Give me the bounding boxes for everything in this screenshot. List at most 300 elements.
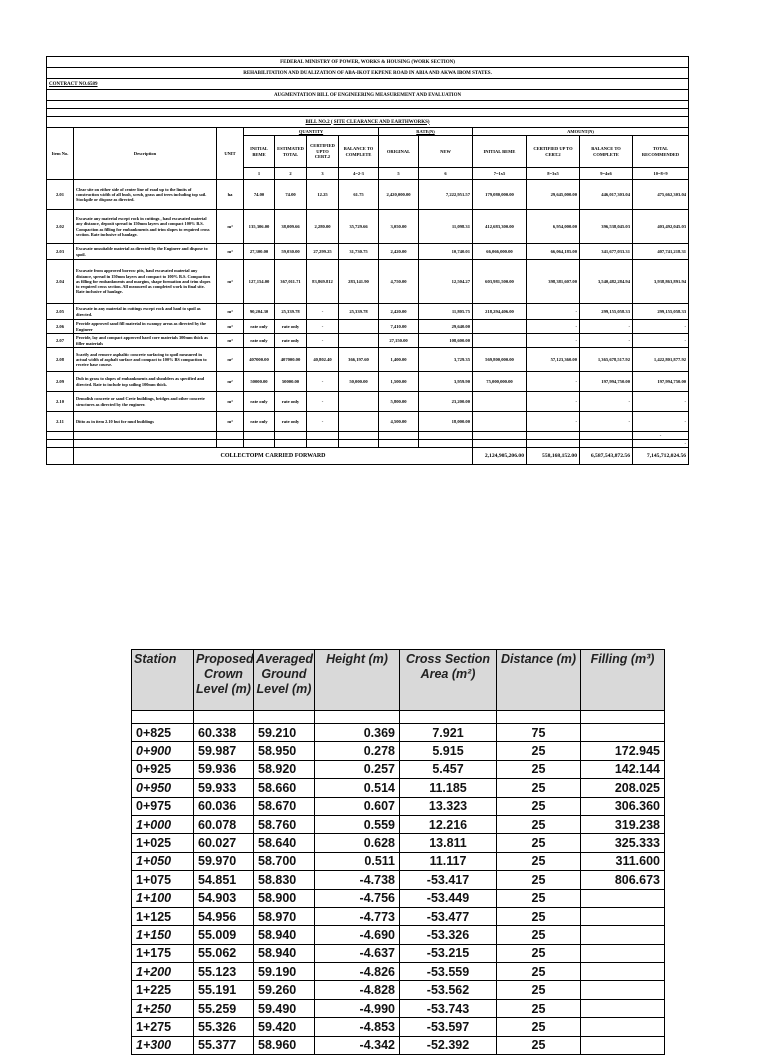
item-no: 2.08 xyxy=(47,348,74,372)
fill-filling: 208.025 xyxy=(581,779,665,797)
fill-crown-level: 55.009 xyxy=(194,926,254,944)
col-height: Height (m) xyxy=(315,650,400,711)
fill-row xyxy=(132,926,665,944)
item-no: 2.09 xyxy=(47,372,74,392)
total-balance: 6,587,543,872.56 xyxy=(580,448,633,465)
fill-crown-level: 54.903 xyxy=(194,889,254,907)
qty-certified: - xyxy=(307,304,339,320)
fill-station: 1+175 xyxy=(132,944,194,962)
rate-new: 7,222,951.57 xyxy=(419,180,473,210)
unit: m² xyxy=(217,348,244,372)
qty-estimated: 50000.00 xyxy=(275,372,307,392)
col-ref: 3 xyxy=(307,168,339,180)
amt-balance: - xyxy=(580,334,633,348)
item-description: Scarify and remove asphaltic concrete surfacing to spoil measured in actual width of asphalt surface and compact to 100% BS compaction to receive base course. xyxy=(74,348,217,372)
group-amount: AMOUNT(N) xyxy=(473,128,689,136)
rate-original: 2,420,000.00 xyxy=(379,180,419,210)
fill-crown-level: 60.338 xyxy=(194,724,254,742)
fill-distance: 25 xyxy=(497,1018,581,1036)
col-ref: 5 xyxy=(379,168,419,180)
amt-certified: - xyxy=(527,304,580,320)
qty-estimated: 25,339.78 xyxy=(275,304,307,320)
qty-initial: 407000.00 xyxy=(244,348,275,372)
fill-ground-level: 58.960 xyxy=(254,1036,315,1054)
item-description: Excavate in any material in cuttings except rock and haul to spoil as directed. xyxy=(74,304,217,320)
qty-certified: 12.25 xyxy=(307,180,339,210)
col-description: Description xyxy=(74,128,217,180)
item-description: Excavate any material except rock in cuttings , haul excavated material any distance, deposit spread in 150mm layers and compact 100% B.S. Compaction as filling for embankments and trim slopes to required cross section. Rate inclusive of haulage. xyxy=(74,210,217,244)
total-certified: 558,168,152.00 xyxy=(527,448,580,465)
fill-station: 1+200 xyxy=(132,963,194,981)
fill-height: 0.369 xyxy=(315,724,400,742)
fill-ground-level: 58.670 xyxy=(254,797,315,815)
fill-row xyxy=(132,779,665,797)
fill-filling: 306.360 xyxy=(581,797,665,815)
blank-dash: - xyxy=(633,440,689,448)
group-quantity: QUANTITY xyxy=(244,128,379,136)
fill-ground-level: 58.640 xyxy=(254,834,315,852)
unit: m³ xyxy=(217,260,244,304)
fill-ground-level: 59.420 xyxy=(254,1018,315,1036)
fill-distance: 25 xyxy=(497,834,581,852)
amt-initial: 569,800,000.00 xyxy=(473,348,527,372)
fill-height: -4.637 xyxy=(315,944,400,962)
total-recommended: 7,145,712,024.56 xyxy=(633,448,689,465)
fill-station: 0+925 xyxy=(132,760,194,778)
fill-crown-level: 59.970 xyxy=(194,852,254,870)
fill-area: -53.326 xyxy=(400,926,497,944)
qty-balance xyxy=(339,320,379,334)
fill-crown-level: 55.123 xyxy=(194,963,254,981)
rate-new: 3,959.90 xyxy=(419,372,473,392)
document-title: AUGMENTATION BILL OF ENGINEERING MEASUREMENT AND EVALUATION xyxy=(47,90,689,101)
col-ground-level: Averaged Ground Level (m) xyxy=(254,650,315,711)
rate-original: 1,400.00 xyxy=(379,348,419,372)
blank-dash: - xyxy=(633,432,689,440)
fill-height: 0.511 xyxy=(315,852,400,870)
fill-filling: 142.144 xyxy=(581,760,665,778)
fill-crown-level: 59.987 xyxy=(194,742,254,760)
fill-row xyxy=(132,1018,665,1036)
fill-station: 0+825 xyxy=(132,724,194,742)
rate-new: 3,729.35 xyxy=(419,348,473,372)
amt-initial xyxy=(473,320,527,334)
amt-total: - xyxy=(633,334,689,348)
amt-certified: 66,064,185.00 xyxy=(527,244,580,260)
amt-certified: 57,123,360.00 xyxy=(527,348,580,372)
fill-height: -4.773 xyxy=(315,907,400,925)
amt-total: 475,662,303.04 xyxy=(633,180,689,210)
qty-initial: 127,154.00 xyxy=(244,260,275,304)
amt-total: 3,938,863,891.94 xyxy=(633,260,689,304)
amt-initial: 179,080,000.00 xyxy=(473,180,527,210)
rate-original: 1,500.00 xyxy=(379,372,419,392)
amt-certified: 29,645,000.00 xyxy=(527,180,580,210)
qty-balance: 61.75 xyxy=(339,180,379,210)
fill-area: 11.117 xyxy=(400,852,497,870)
qty-balance: 366,197.60 xyxy=(339,348,379,372)
fill-station: 1+000 xyxy=(132,815,194,833)
carried-forward-label: COLLECTOPM CARRIED FORWARD xyxy=(74,448,473,465)
fill-distance: 25 xyxy=(497,779,581,797)
rate-original: 7,410.00 xyxy=(379,320,419,334)
fill-crown-level: 60.036 xyxy=(194,797,254,815)
fill-height: 0.559 xyxy=(315,815,400,833)
fill-filling xyxy=(581,999,665,1017)
fill-crown-level: 54.956 xyxy=(194,907,254,925)
col-ref: 1 xyxy=(244,168,275,180)
unit: m³ xyxy=(217,210,244,244)
amt-certified: 398,381,607.00 xyxy=(527,260,580,304)
fill-row xyxy=(132,815,665,833)
fill-area: -52.392 xyxy=(400,1036,497,1054)
fill-ground-level: 58.970 xyxy=(254,907,315,925)
fill-row xyxy=(132,760,665,778)
amt-certified: - xyxy=(527,320,580,334)
fill-ground-level: 59.490 xyxy=(254,999,315,1017)
amt-initial xyxy=(473,412,527,432)
fill-filling xyxy=(581,724,665,742)
fill-area: -53.477 xyxy=(400,907,497,925)
fill-area: 11.185 xyxy=(400,779,497,797)
qty-initial: rate only xyxy=(244,334,275,348)
bill-row xyxy=(47,334,689,348)
beme-sheet xyxy=(46,56,689,465)
amt-balance: 341,677,033.31 xyxy=(580,244,633,260)
fill-area: -53.559 xyxy=(400,963,497,981)
item-description: Demolish concrete or sand Crete buildings, bridges and other concrete structures as directed by the engineer. xyxy=(74,392,217,412)
fill-filling xyxy=(581,1018,665,1036)
fill-height: -4.853 xyxy=(315,1018,400,1036)
fill-station: 1+250 xyxy=(132,999,194,1017)
amt-total: 1,422,801,877.92 xyxy=(633,348,689,372)
col-ref: 7=1x5 xyxy=(473,168,527,180)
qty-initial: 27,300.00 xyxy=(244,244,275,260)
fill-station: 1+125 xyxy=(132,907,194,925)
fill-crown-level: 54.851 xyxy=(194,871,254,889)
bill-title: BILL NO.2 ( SITE CLEARANCE AND EARTHWORKS) xyxy=(47,117,689,128)
col-initial-beme: INITIAL BEME xyxy=(244,136,275,168)
fill-area: 13.323 xyxy=(400,797,497,815)
fill-height: -4.690 xyxy=(315,926,400,944)
bill-row xyxy=(47,372,689,392)
fill-crown-level: 55.191 xyxy=(194,981,254,999)
qty-estimated: 38,009.66 xyxy=(275,210,307,244)
fill-area: -53.743 xyxy=(400,999,497,1017)
fill-station: 1+050 xyxy=(132,852,194,870)
fill-height: 0.628 xyxy=(315,834,400,852)
bill-row xyxy=(47,260,689,304)
qty-initial: 135,306.00 xyxy=(244,210,275,244)
group-rate: RATE(N) xyxy=(379,128,473,136)
amt-certified: - xyxy=(527,334,580,348)
amt-initial: 218,294,406.00 xyxy=(473,304,527,320)
fill-row xyxy=(132,852,665,870)
fill-distance: 25 xyxy=(497,815,581,833)
amt-total: - xyxy=(633,392,689,412)
qty-initial: rate only xyxy=(244,412,275,432)
qty-estimated: rate only xyxy=(275,412,307,432)
fill-area: 12.216 xyxy=(400,815,497,833)
fill-height: 0.257 xyxy=(315,760,400,778)
item-no: 2.04 xyxy=(47,260,74,304)
item-no: 2.01 xyxy=(47,180,74,210)
fill-filling xyxy=(581,889,665,907)
fill-height: -4.826 xyxy=(315,963,400,981)
fill-distance: 25 xyxy=(497,889,581,907)
col-station: Station xyxy=(132,650,194,711)
amt-certified: - xyxy=(527,412,580,432)
col-amt-certified: CERTIFIED UP TO CERT.2 xyxy=(527,136,580,168)
fill-area: 7.921 xyxy=(400,724,497,742)
amt-balance: - xyxy=(580,412,633,432)
fill-station: 1+150 xyxy=(132,926,194,944)
fill-area: 5.457 xyxy=(400,760,497,778)
item-description: Excavate from approved borrow pits, haul excavated material any distance, spread in 150mm layers and compact to 100% B.S. Compaction as filling for embankments and margins, shape formation and trim slopes to required cross section. All measured as completed work in final site. Rate inclusive of haulage. xyxy=(74,260,217,304)
fill-distance: 25 xyxy=(497,760,581,778)
qty-balance: 283,141.90 xyxy=(339,260,379,304)
fill-station: 1+225 xyxy=(132,981,194,999)
fill-row xyxy=(132,742,665,760)
fill-filling: 325.333 xyxy=(581,834,665,852)
fill-height: 0.514 xyxy=(315,779,400,797)
col-filling: Filling (m³) xyxy=(581,650,665,711)
fill-distance: 25 xyxy=(497,1036,581,1054)
rate-original: 27,150.00 xyxy=(379,334,419,348)
rate-original: 4,500.00 xyxy=(379,412,419,432)
fill-station: 0+900 xyxy=(132,742,194,760)
col-balance: BALANCE TO COMPLETE xyxy=(339,136,379,168)
col-unit: UNIT xyxy=(217,128,244,180)
item-no: 2.07 xyxy=(47,334,74,348)
fill-distance: 25 xyxy=(497,963,581,981)
fill-height: -4.990 xyxy=(315,999,400,1017)
amt-initial: 603,981,500.00 xyxy=(473,260,527,304)
fill-station: 0+950 xyxy=(132,779,194,797)
fill-filling: 319.238 xyxy=(581,815,665,833)
amt-balance: 446,017,303.04 xyxy=(580,180,633,210)
fill-row xyxy=(132,963,665,981)
unit: m³ xyxy=(217,244,244,260)
bill-row xyxy=(47,392,689,412)
amt-total: 299,155,058.33 xyxy=(633,304,689,320)
fill-crown-level: 55.062 xyxy=(194,944,254,962)
fill-ground-level: 58.700 xyxy=(254,852,315,870)
amt-balance: 3,540,482,284.94 xyxy=(580,260,633,304)
fill-filling xyxy=(581,1036,665,1054)
fill-area: -53.449 xyxy=(400,889,497,907)
qty-balance xyxy=(339,334,379,348)
fill-row xyxy=(132,834,665,852)
qty-certified: 40,802.40 xyxy=(307,348,339,372)
fill-ground-level: 58.900 xyxy=(254,889,315,907)
col-item-no: Item No. xyxy=(47,128,74,180)
item-description: Provide, lay and compact approved hard core materials 300mm thick as filler materials xyxy=(74,334,217,348)
item-description: Excavate unsuitable material as directed by the Engineer and dispose to spoil. xyxy=(74,244,217,260)
col-new: NEW xyxy=(419,136,473,168)
unit: m³ xyxy=(217,412,244,432)
amt-balance: 1,365,678,517.92 xyxy=(580,348,633,372)
col-amt-total: TOTAL RECOMMENDED xyxy=(633,136,689,168)
item-no: 2.06 xyxy=(47,320,74,334)
fill-distance: 25 xyxy=(497,871,581,889)
fill-height: -4.828 xyxy=(315,981,400,999)
fill-row xyxy=(132,907,665,925)
qty-estimated: 74.00 xyxy=(275,180,307,210)
item-no: 2.10 xyxy=(47,392,74,412)
fill-distance: 25 xyxy=(497,797,581,815)
amt-initial xyxy=(473,334,527,348)
col-certified: CERTIFIED UPTO CERT.2 xyxy=(307,136,339,168)
qty-initial: 90,204.30 xyxy=(244,304,275,320)
qty-estimated: 59,030.00 xyxy=(275,244,307,260)
fill-distance: 25 xyxy=(497,981,581,999)
bill-row xyxy=(47,180,689,210)
fill-area: 13.811 xyxy=(400,834,497,852)
fill-station: 1+075 xyxy=(132,871,194,889)
qty-balance: 31,730.75 xyxy=(339,244,379,260)
fill-crown-level: 60.078 xyxy=(194,815,254,833)
item-no: 2.11 xyxy=(47,412,74,432)
fill-ground-level: 58.660 xyxy=(254,779,315,797)
amt-total: 403,492,045.03 xyxy=(633,210,689,244)
fill-area: -53.597 xyxy=(400,1018,497,1036)
col-original: ORIGINAL xyxy=(379,136,419,168)
contract-number: CONTRACT NO.6589 xyxy=(47,79,689,90)
bill-row xyxy=(47,348,689,372)
rate-new: 23,200.00 xyxy=(419,392,473,412)
fill-height: -4.738 xyxy=(315,871,400,889)
rate-original: 2,420.00 xyxy=(379,244,419,260)
qty-initial: 50000.00 xyxy=(244,372,275,392)
rate-original: 2,420.00 xyxy=(379,304,419,320)
item-no: 2.02 xyxy=(47,210,74,244)
unit: m² xyxy=(217,372,244,392)
bill-row xyxy=(47,210,689,244)
fill-filling xyxy=(581,963,665,981)
amt-balance: 197,994,750.00 xyxy=(580,372,633,392)
amt-initial: 66,066,000.00 xyxy=(473,244,527,260)
fill-crown-level: 60.027 xyxy=(194,834,254,852)
qty-certified: 27,299.25 xyxy=(307,244,339,260)
qty-estimated: rate only xyxy=(275,320,307,334)
fill-filling: 806.673 xyxy=(581,871,665,889)
rate-new: 11,098.31 xyxy=(419,210,473,244)
fill-filling: 172.945 xyxy=(581,742,665,760)
item-description: Clear site on either side of center line of road up to the limits of construction width of all bush, scrub, grass and trees including top soil. Stockpile or dispose as directed. xyxy=(74,180,217,210)
amt-balance: - xyxy=(580,392,633,412)
bill-row xyxy=(47,244,689,260)
fill-ground-level: 58.920 xyxy=(254,760,315,778)
fill-row xyxy=(132,944,665,962)
fill-distance: 25 xyxy=(497,926,581,944)
unit: m³ xyxy=(217,392,244,412)
amt-certified: 6,954,000.00 xyxy=(527,210,580,244)
amt-initial: 75,000,000.00 xyxy=(473,372,527,392)
item-no: 2.05 xyxy=(47,304,74,320)
fill-station: 0+975 xyxy=(132,797,194,815)
fill-height: 0.278 xyxy=(315,742,400,760)
fill-area: -53.215 xyxy=(400,944,497,962)
qty-certified: - xyxy=(307,372,339,392)
total-initial-beme: 2,124,905,206.00 xyxy=(473,448,527,465)
fill-ground-level: 58.830 xyxy=(254,871,315,889)
fill-station: 1+100 xyxy=(132,889,194,907)
fill-distance: 25 xyxy=(497,907,581,925)
amt-certified: - xyxy=(527,372,580,392)
fill-row xyxy=(132,797,665,815)
col-cross-section-area: Cross Section Area (m²) xyxy=(400,650,497,711)
bill-row xyxy=(47,320,689,334)
qty-certified: 2,280.00 xyxy=(307,210,339,244)
fill-filling xyxy=(581,944,665,962)
fill-row xyxy=(132,724,665,742)
fill-filling: 311.600 xyxy=(581,852,665,870)
qty-certified: - xyxy=(307,320,339,334)
item-description: Provide approved sand fill material in swampy areas as directed by the Engineer xyxy=(74,320,217,334)
amt-certified: - xyxy=(527,392,580,412)
rate-new: 29,640.00 xyxy=(419,320,473,334)
rate-new: 11,805.75 xyxy=(419,304,473,320)
qty-estimated: rate only xyxy=(275,334,307,348)
col-amt-balance: BALANCE TO COMPLETE xyxy=(580,136,633,168)
fill-distance: 25 xyxy=(497,742,581,760)
col-ref: 6 xyxy=(419,168,473,180)
fill-row xyxy=(132,1036,665,1054)
unit: ha xyxy=(217,180,244,210)
col-ref: 4=2-3 xyxy=(339,168,379,180)
qty-balance: 35,729.66 xyxy=(339,210,379,244)
qty-estimated: 367,011.71 xyxy=(275,260,307,304)
amt-balance: - xyxy=(580,320,633,334)
amt-balance: 396,538,045.03 xyxy=(580,210,633,244)
item-description: Ditto as in item 2.10 but for mud buildings xyxy=(74,412,217,432)
fill-row xyxy=(132,889,665,907)
fill-area: 5.915 xyxy=(400,742,497,760)
fill-area: -53.562 xyxy=(400,981,497,999)
amt-initial: 412,683,300.00 xyxy=(473,210,527,244)
qty-estimated: rate only xyxy=(275,392,307,412)
col-ref: 8=3x5 xyxy=(527,168,580,180)
unit: m³ xyxy=(217,304,244,320)
col-proposed-crown-level: Proposed Crown Level (m) xyxy=(194,650,254,711)
amt-total: 197,994,750.00 xyxy=(633,372,689,392)
fill-distance: 25 xyxy=(497,999,581,1017)
fill-ground-level: 58.950 xyxy=(254,742,315,760)
filling-volume-table xyxy=(131,649,665,1055)
fill-crown-level: 55.326 xyxy=(194,1018,254,1036)
rate-original: 5,800.00 xyxy=(379,392,419,412)
fill-filling xyxy=(581,907,665,925)
rate-original: 4,750.00 xyxy=(379,260,419,304)
qty-estimated: 407000.00 xyxy=(275,348,307,372)
fill-filling xyxy=(581,926,665,944)
ministry-title: FEDERAL MINISTRY OF POWER, WORKS & HOUSING (WORK SECTION) xyxy=(47,57,689,68)
fill-height: -4.756 xyxy=(315,889,400,907)
rate-new: 10,740.01 xyxy=(419,244,473,260)
qty-initial: 74.00 xyxy=(244,180,275,210)
fill-ground-level: 59.260 xyxy=(254,981,315,999)
rate-original: 3,050.00 xyxy=(379,210,419,244)
amt-total: - xyxy=(633,412,689,432)
qty-initial: rate only xyxy=(244,392,275,412)
amt-balance: 299,155,058.33 xyxy=(580,304,633,320)
fill-station: 1+275 xyxy=(132,1018,194,1036)
qty-initial: rate only xyxy=(244,320,275,334)
qty-certified: - xyxy=(307,392,339,412)
col-distance: Distance (m) xyxy=(497,650,581,711)
unit: m³ xyxy=(217,320,244,334)
